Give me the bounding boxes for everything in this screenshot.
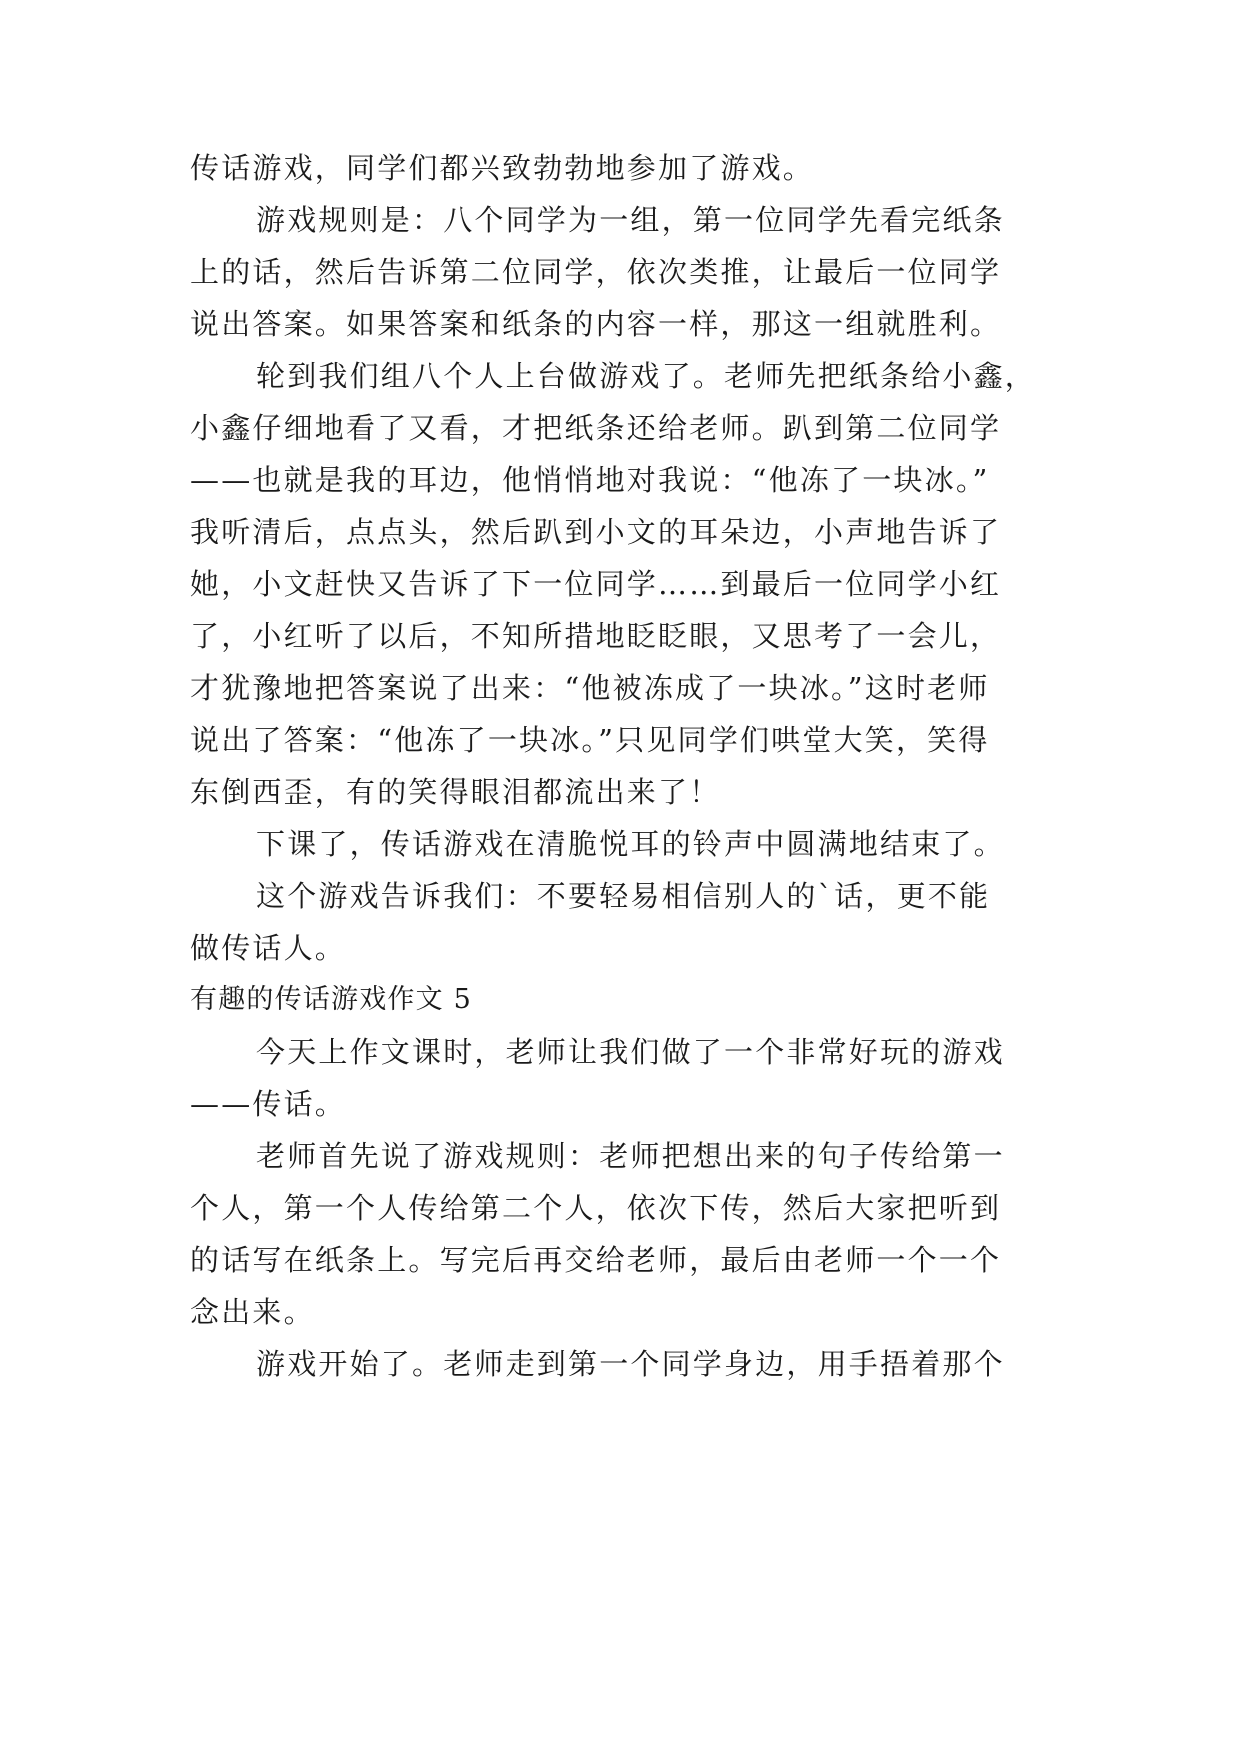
paragraph-line: 上的话，然后告诉第二位同学，依次类推，让最后一位同学 [190, 255, 1002, 289]
paragraph-line: 传话游戏，同学们都兴致勃勃地参加了游戏。 [190, 151, 815, 185]
section-title: 有趣的传话游戏作文 5 [190, 984, 472, 1015]
paragraph-line: 这个游戏告诉我们：不要轻易相信别人的`话，更不能 [256, 879, 991, 913]
paragraph-line: 下课了，传话游戏在清脆悦耳的铃声中圆满地结束了。 [256, 827, 1005, 861]
paragraph-line: 说出了答案：“他冻了一块冰。”只见同学们哄堂大笑，笑得 [190, 723, 990, 757]
paragraph-line: 了，小红听了以后，不知所措地眨眨眼，又思考了一会儿， [190, 619, 1002, 653]
paragraph-line: 我听清后，点点头，然后趴到小文的耳朵边，小声地告诉了 [190, 515, 1002, 549]
paragraph-line: 今天上作文课时，老师让我们做了一个非常好玩的游戏 [256, 1035, 1005, 1069]
paragraph-line: 老师首先说了游戏规则：老师把想出来的句子传给第一 [256, 1139, 1005, 1173]
paragraph-line: 做传话人。 [190, 931, 347, 965]
paragraph-line: 的话写在纸条上。写完后再交给老师，最后由老师一个一个 [190, 1243, 1002, 1277]
paragraph-line: 念出来。 [190, 1295, 315, 1329]
paragraph-line: 轮到我们组八个人上台做游戏了。老师先把纸条给小鑫， [256, 359, 1037, 393]
paragraph-line: 东倒西歪，有的笑得眼泪都流出来了！ [190, 775, 721, 809]
paragraph-line: ——也就是我的耳边，他悄悄地对我说：“他冻了一块冰。” [190, 463, 990, 497]
paragraph-line: 个人，第一个人传给第二个人，依次下传，然后大家把听到 [190, 1191, 1002, 1225]
paragraph-line: 游戏开始了。老师走到第一个同学身边，用手捂着那个 [256, 1347, 1005, 1381]
paragraph-line: 才犹豫地把答案说了出来：“他被冻成了一块冰。”这时老师 [190, 671, 990, 705]
paragraph-line: 她，小文赶快又告诉了下一位同学……到最后一位同学小红 [190, 567, 1002, 601]
paragraph-line: 小鑫仔细地看了又看，才把纸条还给老师。趴到第二位同学 [190, 411, 1002, 445]
paragraph-line: 游戏规则是：八个同学为一组，第一位同学先看完纸条 [256, 203, 1005, 237]
paragraph-line: 说出答案。如果答案和纸条的内容一样，那这一组就胜利。 [190, 307, 1002, 341]
paragraph-line: ——传话。 [190, 1087, 347, 1121]
